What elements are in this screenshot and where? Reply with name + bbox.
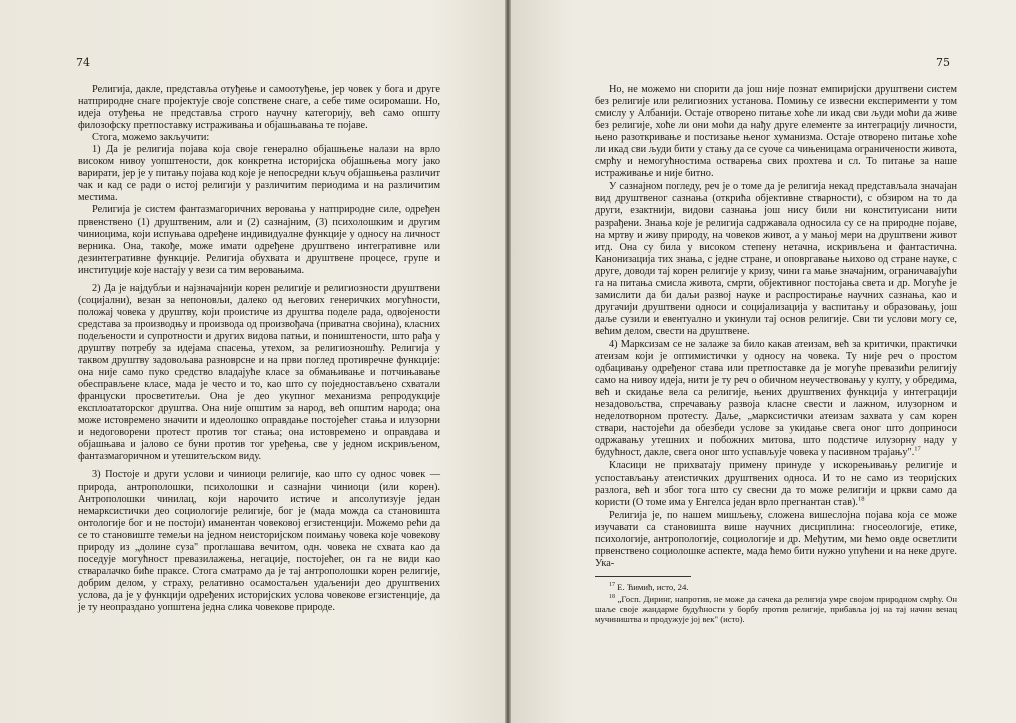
paragraph: Религија је систем фантазмагоричних веровања у натприродне силе, одређен првенствено (1) друштвеним, али и (2) сазнајним, (3) психолошким и другим чиниоцима, који испуњава одређене индивидуалне функције у односу на личност верника. Она, такође, може имати одређене друштвено интегративне или дезинтегративне функције. Религија обухвата и друштвене процесе, групе и институције које настају у вези са тим веровањима. — [78, 204, 440, 276]
footnote-mark: 17 — [914, 445, 921, 453]
footnote: $^{17}$ Е. Ћимић, исто, 24. — [609, 581, 689, 592]
paragraph: Класици не прихватају примену принуде у искорењивању религије и успостављању атеистичких друштвених односа. И то не само из теоријских разлога, већ и због тога што су свесни да то може религији и цркви само да користи (О томе има у Енгелса један врло прегнантан став).$^{18}$ — [595, 460, 957, 508]
paragraph: 1) Да је религија појава која своје генерално објашњење налази на врло високом нивоу уопштености, док конкретна историјска објашњења могу јако варирати, јер је у питању појава код које је непосредни кључ објашњења различит чак и кад се ради о истој религији у различитим периодима и на различитим местима. — [78, 144, 440, 204]
paragraph: 2) Да је најдубљи и најзначајнији корен религије и религиозности друштвени (социјални), везан за непоновљи, далеко од његових генеричких могућности, положај човека у друштву, који проистиче из друштва поделе рада, одвојености средстава за производњу и производа од произвођача (приватна својина), класних подељености и супротности и других видова патњи, и поништености, што рађа у друштву потребу за идејама спасења, утехом, за религиозношћу. Религија у таквом друштву задовољава разноврсне и на први поглед противречне функције: она није само пуко средство владајуће класе за обмањивање и потчињавање обесправљене класе, мада је често и то, као што су поједностављено схватали француски просветитељи. Она је део укупног механизма репродукције експлоататорског друштва. Она није општим за народ, већ општим народа; она може истовремено значити и идеолошко оправдање постојећег стања и илузорни и недоговорени протест против тог стања; она истовремено и оправдава и објашњава и јалово се буни против тог уређења, све у једном искривљеном, фантазмагоричном и утешитељском виду. — [78, 282, 440, 463]
page-number: 75 — [936, 56, 950, 69]
page-number: 74 — [76, 56, 90, 69]
paragraph: Религија је, по нашем мишљењу, сложена вишеслојна појава која се може изучавати са становишта више научних дисциплина: гносеологије, етике, психологије, антропологије, социологије и др. Међутим, ми ћемо овде осветлити првенствено социолошке аспекте, мада ћемо бити нужно упућени и на неке друге. Ука- — [595, 509, 957, 569]
right-page — [511, 0, 1016, 723]
left-page-body — [78, 84, 440, 614]
paragraph: У сазнајном погледу, реч је о томе да је религија некад представљала значајан вид друштвеног сазнања (открића објективне стварности), с обзиром на то да други, езактнији, видови сазнања још нису били ни конституисани нити разрађени. Знања које је религија садржавала односила су се на природне појаве, на мртву и живу природу, на човеков живот, а у мањој мери на друштвени живот итд. Она су била у високом степену нетачна, искривљена и фантастична. Канонизација тих знања, с једне стране, и оповргавање њихово од стране науке, с друге, доводи тај корен религије у кризу, чини га мање значајним, ограничавајући га на питања смисла живота, смрти, објективног постојања света и др. Могуће је замислити да би даљи развој науке и распростирање научних сазнања, као и другачији друштвени односи и социјализација у васпитању и образовању, још даље сузили и евентуално и укинули тај основ религије. Сви ти услови могу се, већим делом, свести на друштвене. — [595, 181, 957, 337]
footnotes — [595, 580, 957, 625]
paragraph: Но, не можемо ни спорити да још није познат емпиријски друштвени систем без религије или религиозних установа. Помињу се извесни експерименти у том смислу у Албанији. Остаје отворено питање хоће ли икад сви људи моћи да живе без религије, хоће ли они моћи да нађу друге елементе за интеграцију личности, њено разоткривање и постизање њеног хуманизма. Остаје отворено питање хоће ли икад сви људи бити у стању да се суоче са чињеницама ограничености живота, смрћу и немогућностима остварења свих прохтева и сл. То питање за наше истраживање и није битно. — [595, 84, 957, 180]
paragraph: 4) Марксизам се не залаже за било какав атеизам, већ за критички, практички атеизам који је оптимистички у односу на човека. Ту није реч о простом одбацивању одређеног става или претпоставке да је могуће превазићи религију само на нивоу идеја, нити је ту реч о обичном неучествовању у култу, у обредима, већ и скидање вела са религије, њених друштвених функција у интеграцији незадовољства, спречавању развоја класне свести и лажном, илузорном и неделотворном протесту. Даље, „марксистички атеизам захвата у сам корен ствари, настојећи да обезбеди услове за укидање свега оног што доприноси одржавању утешних и побожних митова, што подстиче илузорну наду у будућност, дакле, свега оног што успављује човека у пасивном трајању".$^{17}$ — [595, 338, 957, 459]
footnote: $^{18}$ „Госп. Диринг, напротив, не може да сачека да религија умре својом природном смрћу. Он шаље своје жандарме будућности у борбу против религије, прибавља јој на тај начин венац мучиништва и продужује јој век" (исто). — [595, 593, 958, 625]
left-page — [0, 0, 505, 723]
footnote-rule — [595, 576, 691, 577]
paragraph: 3) Постоје и други услови и чиниоци религије, као што су однос човек — природа, антрополошки, психолошки и сазнајни чиниоци (или корен). Антрополошки чинилац, који нарочито истиче и апсолутизује један немарксистички део социологије религије, бог је (мада можда са становишта онтологије бог и не постоји) иманентан човековој егзистенцији. Можемо рећи да се то становиште темељи на једном неисторијском поимању човека које човекову природу из „долине суза" проглашава вечитом, одн. човека не схвата као да поседује могућност превазилажења, негације, постојећег, он га не види као стваралачко биће праксе. Стога сматрамо да је тај антрополошки корен религије, добрим делом, у страху, релативно осамостаљен удаљенији део друштвених услова, да је у функцији одређених историјских услова човекове егзистенције, да је ту неопраздано уопштена једна слика човекове природе. — [78, 469, 440, 613]
footnote-mark: 18 — [858, 495, 865, 503]
right-page-body — [595, 84, 957, 624]
paragraph: Религија, дакле, представља отуђење и самоотуђење, јер човек у бога и друге натприродне снаге пројектује своје сопствене снаге, а себе тиме осиромаши. Но, идеја отуђења не представља строго научну категорију, већ само општу филозофску претпоставку истраживања и објашњавања те појаве. — [78, 84, 440, 132]
paragraph: Стога, можемо закључити: — [92, 132, 210, 144]
